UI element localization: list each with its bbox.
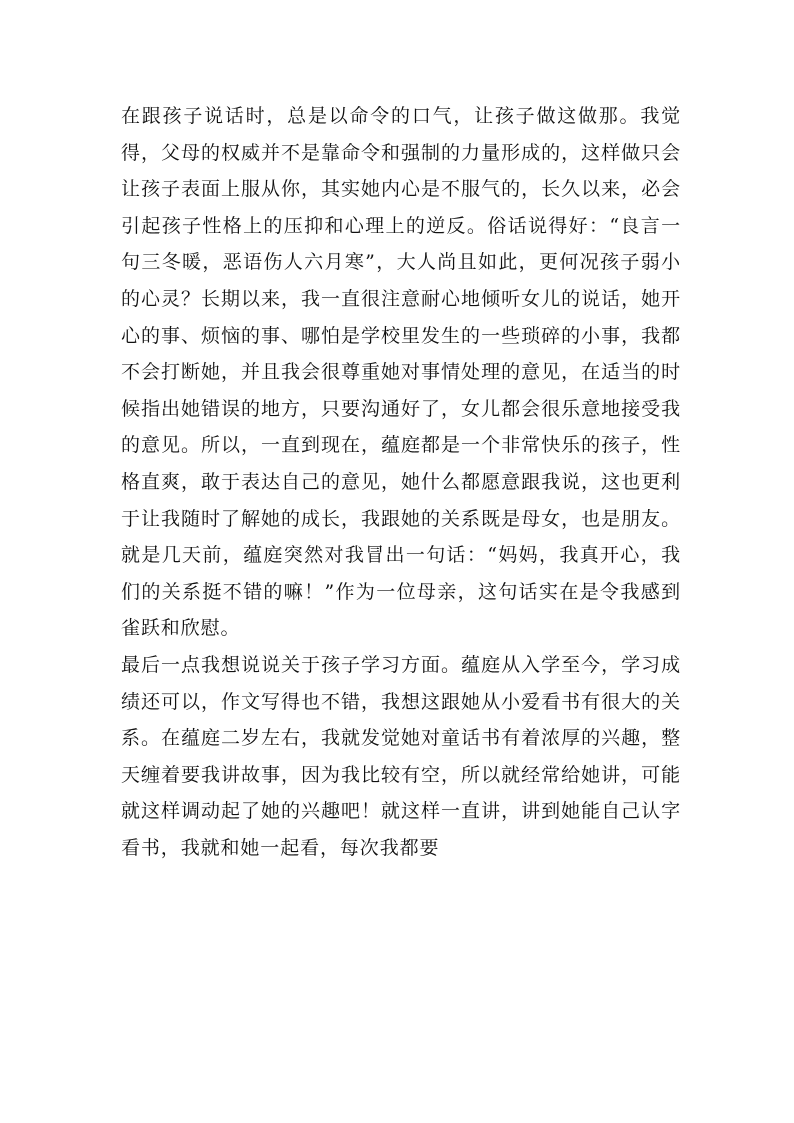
paragraph-parenting-communication: 在跟孩子说话时，总是以命令的口气，让孩子做这做那。我觉得，父母的权威并不是靠命令和强制的力量形成的，这样做只会让孩子表面上服从你，其实她内心是不服气的，长久以来，必会引起孩子性格上的压抑和心理上的逆反。俗话说得好：“良言一句三冬暖，恶语伤人六月寒”，大人尚且如此，更何况孩子弱小的心灵？长期以来，我一直很注意耐心地倾听女儿的说话，她开心的事、烦恼的事、哪怕是学校里发生的一些琐碎的小事，我都不会打断她，并且我会很尊重她对事情处理的意见，在适当的时候指出她错误的地方，只要沟通好了，女儿都会很乐意地接受我的意见。所以，一直到现在，蕴庭都是一个非常快乐的孩子，性格直爽，敢于表达自己的意见，她什么都愿意跟我说，这也更利于让我随时了解她的成长，我跟她的关系既是母女，也是朋友。就是几天前，蕴庭突然对我冒出一句话：“妈妈，我真开心，我们的关系挺不错的嘛！”作为一位母亲，这句话实在是令我感到雀跃和欣慰。: [121, 105, 681, 640]
paragraph-learning: 最后一点我想说说关于孩子学习方面。蕴庭从入学至今，学习成绩还可以，作文写得也不错，我想这跟她从小爱看书有很大的关系。在蕴庭二岁左右，我就发觉她对童话书有着浓厚的兴趣，整天缠着要我讲故事，因为我比较有空，所以就经常给她讲，可能就这样调动起了她的兴趣吧！就这样一直讲，讲到她能自己认字看书，我就和她一起看，每次我都要: [121, 653, 681, 859]
document-body: [121, 98, 681, 866]
